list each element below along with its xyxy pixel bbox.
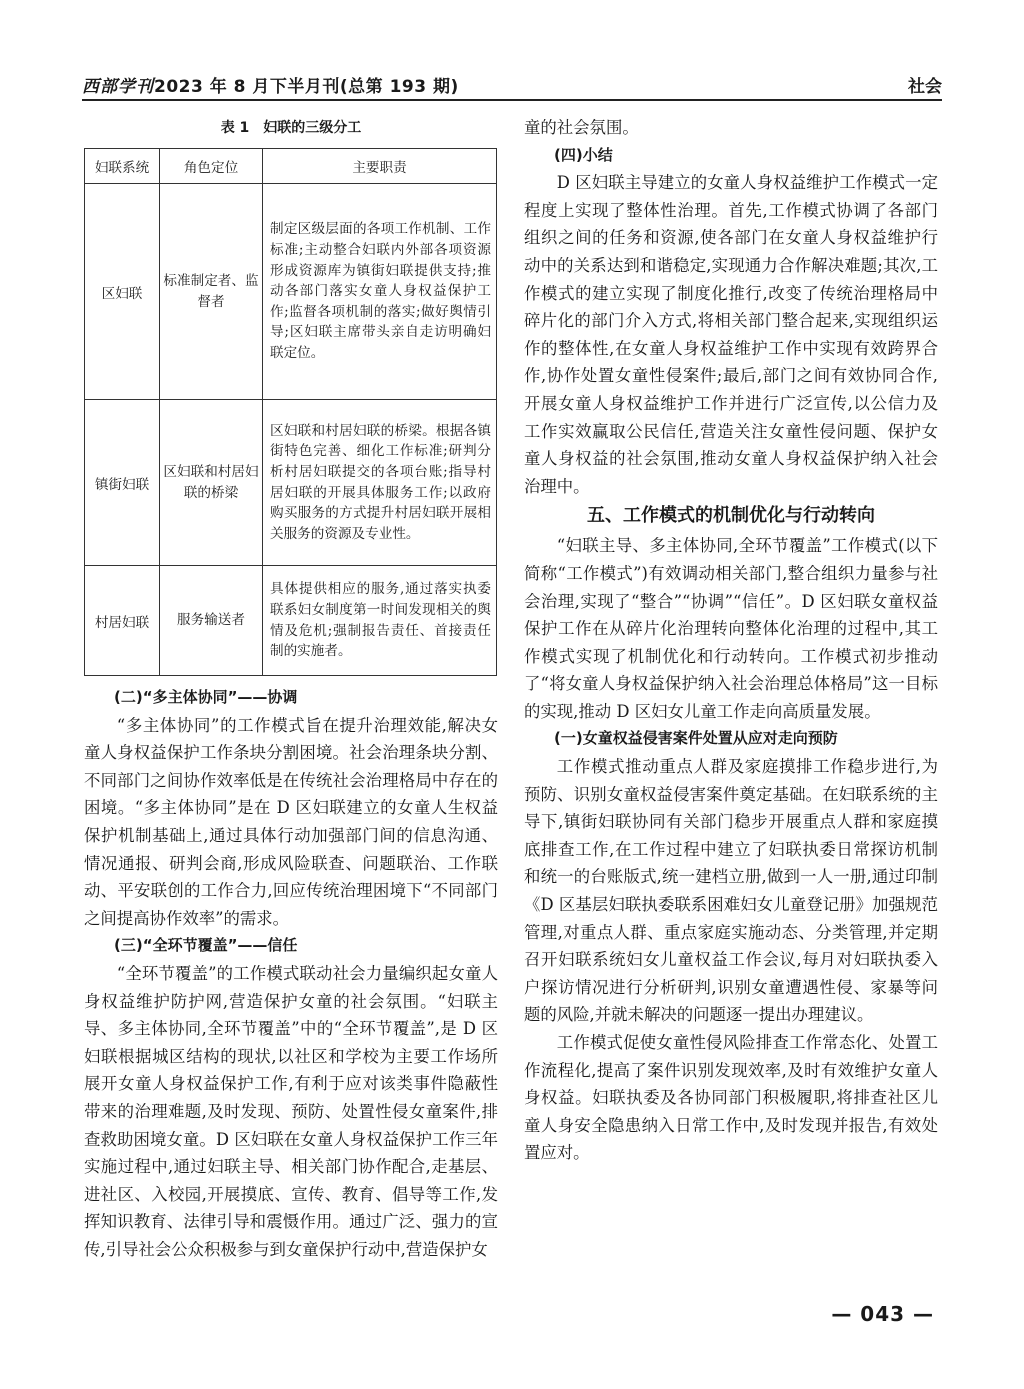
body-paragraph: D 区妇联主导建立的女童人身权益维护工作模式一定程度上实现了整体性治理。首先,工作模式协调了各部门组织之间的任务和资源,使各部门在女童人身权益维护行动中的关系达到和谐稳定,实现通力合作解决难题;其次,工作模式的建立实现了制度化推行,改变了传统治理格局中碎片化的部门介入方式,将相关部门整合起来,实现组织运作的整体性,在女童人身权益维护工作中实现有效跨界合作,协作处置女童性侵案件;最后,部门之间有效协同合作,开展女童人身权益维护工作并进行广泛宣传,以公信力及工作实效赢取公民信任,营造关注女童性侵问题、保护女童人身权益的社会氛围,推动女童人身权益保护纳入社会治理中。 xyxy=(524,173,938,496)
table-title: 表 1 妇联的三级分工 xyxy=(220,120,362,136)
body-paragraph: “全环节覆盖”的工作模式联动社会力量编织起女童人身权益维护防护网,营造保护女童的社会氛围。“妇联主导、多主体协同,全环节覆盖”中的“全环节覆盖”,是 D 区妇联根据城区结构的现状,以社区和学校为主要工作场所展开女童人身权益保护工作,有利于应对该类事件隐蔽性带来的治理难题,及时发现、预防、处置性侵女童案件,排查救助困境女童。D 区妇联在女童人身权益保护工作三年实施过程中,通过妇联主导、相关部门协作配合,走基层、进社区、入校园,开展摸底、宣传、教育、倡导等工作,发挥知识教育、法律引导和震慑作用。通过广泛、强力的宣传,引导社会公众积极参与到女童保护行动中,营造保护女 xyxy=(84,963,498,1259)
section-heading: 五、工作模式的机制优化与行动转向 xyxy=(587,505,875,527)
table-cell-system: 村居妇联 xyxy=(85,566,160,676)
section-label: 社会 xyxy=(908,77,942,97)
body-paragraph: “多主体协同”的工作模式旨在提升治理效能,解决女童人身权益保护工作条块分割困境。社会治理条块分割、不同部门之间协作效率低是在传统社会治理格局中存在的困境。“多主体协同”是在 D 区妇联建立的女童人生权益保护机制基础上,通过具体行动加强部门间的信息沟通、情况通报、研判会商,形成风险联查、问题联治、工作联动、平安联创的工作合力,回应传统治理困境下“不同部门之间提高协作效率”的需求。 xyxy=(84,715,498,928)
header-rule xyxy=(82,99,942,101)
journal-masthead xyxy=(82,72,459,97)
running-header xyxy=(82,70,942,98)
right-column xyxy=(524,114,938,1167)
left-column xyxy=(84,114,498,1263)
table-header-row xyxy=(85,149,497,184)
table-cell-duty: 具体提供相应的服务,通过落实执委联系妇女制度第一时间发现相关的舆情及危机;强制报告责任、首接责任制的实施者。 xyxy=(263,566,497,676)
issue-info: 2023 年 8 月下半月刊(总第 193 期) xyxy=(154,77,459,97)
table-cell-role: 标准制定者、监督者 xyxy=(160,184,263,400)
body-paragraph-continued: 童的社会氛围。 xyxy=(524,118,639,137)
subsection-heading: (四)小结 xyxy=(554,145,613,164)
subsection-heading: (三)“全环节覆盖”——信任 xyxy=(114,936,298,955)
table-header-cell: 妇联系统 xyxy=(85,149,160,184)
table-cell-duty: 制定区级层面的各项工作机制、工作标准;主动整合妇联内外部各项资源形成资源库为镇街妇联提供支持;推动各部门落实女童人身权益保护工作;监督各项机制的落实;做好舆情引导;区妇联主席带头亲自走访明确妇联定位。 xyxy=(263,184,497,400)
journal-logo: 西部学刊 xyxy=(82,77,154,97)
table-header-cell: 主要职责 xyxy=(263,149,497,184)
body-paragraph: “妇联主导、多主体协同,全环节覆盖”工作模式(以下简称“工作模式”)有效调动相关部门,整合组织力量参与社会治理,实现了“整合”“协调”“信任”。D 区妇联女童权益保护工作在从碎片化治理转向整体化治理的过程中,其工作模式实现了机制优化和行动转向。工作模式初步推动了“将女童人身权益保护纳入社会治理总体格局”这一目标的实现,推动 D 区妇女儿童工作走向高质量发展。 xyxy=(524,536,938,721)
table-row xyxy=(85,566,497,676)
table-cell-role: 区妇联和村居妇联的桥梁 xyxy=(160,400,263,566)
page-number: — 043 — xyxy=(831,1302,934,1326)
table-header-cell: 角色定位 xyxy=(160,149,263,184)
subsection-heading: (二)“多主体协同”——协调 xyxy=(114,688,298,706)
duty-table xyxy=(84,148,497,676)
table-cell-duty: 区妇联和村居妇联的桥梁。根据各镇街特色完善、细化工作标准;研判分析村居妇联提交的各项台账;指导村居妇联的开展具体服务工作;以政府购买服务的方式提升村居妇联开展相关服务的资源及专业性。 xyxy=(263,400,497,566)
table-row xyxy=(85,400,497,566)
subsection-heading: (一)女童权益侵害案件处置从应对走向预防 xyxy=(554,729,838,748)
table-row xyxy=(85,184,497,400)
table-cell-system: 镇街妇联 xyxy=(85,400,160,566)
table-cell-role: 服务输送者 xyxy=(160,566,263,676)
body-paragraph: 工作模式促使女童性侵风险排查工作常态化、处置工作流程化,提高了案件识别发现效率,及时有效维护女童人身权益。妇联执委及各协同部门积极履职,将排查社区儿童人身安全隐患纳入日常工作中,及时发现并报告,有效处置应对。 xyxy=(524,1033,938,1163)
table-cell-system: 区妇联 xyxy=(85,184,160,400)
body-paragraph: 工作模式推动重点人群及家庭摸排工作稳步进行,为预防、识别女童权益侵害案件奠定基础。在妇联系统的主导下,镇街妇联协同有关部门稳步开展重点人群和家庭摸底排查工作,在工作过程中建立了妇联执委日常探访机制和统一的台账版式,统一建档立册,做到一人一册,通过印制《D 区基层妇联执委联系困难妇女儿童登记册》加强规范管理,对重点人群、重点家庭实施动态、分类管理,并定期召开妇联系统妇女儿童权益工作会议,每月对妇联执委入户探访情况进行分析研判,识别女童遭遇性侵、家暴等问题的风险,并就未解决的问题逐一提出办理建议。 xyxy=(524,757,938,1025)
